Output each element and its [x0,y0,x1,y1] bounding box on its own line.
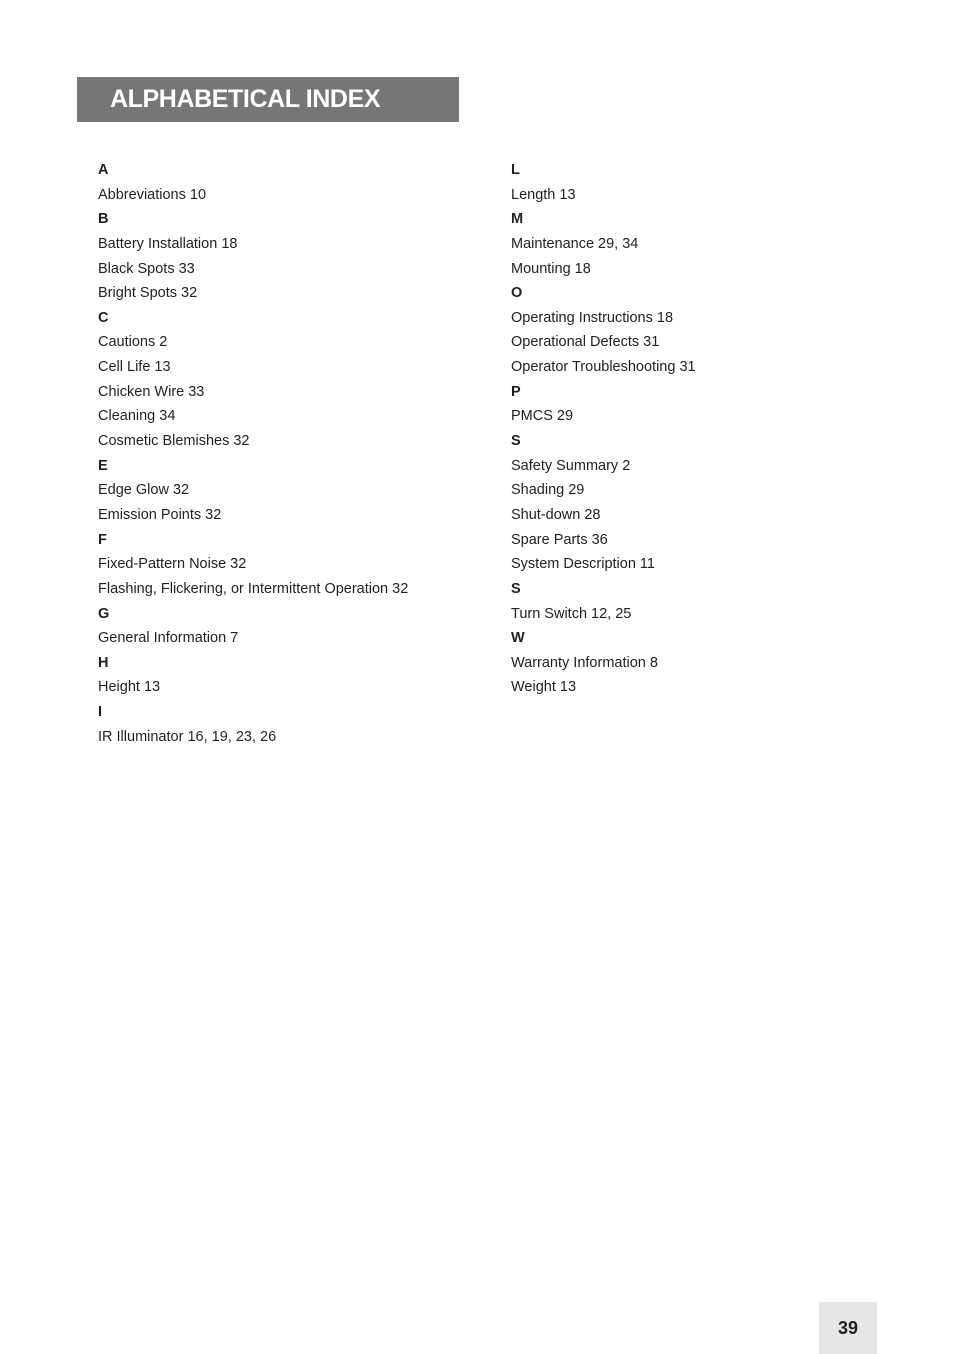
index-letter-heading: E [98,457,108,474]
index-entry: Shading 29 [511,482,585,499]
index-entry: Spare Parts 36 [511,531,608,548]
index-letter-heading: L [511,162,520,178]
page-number: 39 [837,1317,859,1338]
index-entry: Fixed-Pattern Noise 32 [98,556,247,573]
index-column-left [98,158,478,749]
index-letter-heading: O [511,285,523,302]
index-entry: Emission Points 32 [98,506,222,523]
index-entry: Weight 13 [511,679,577,696]
index-letter-heading: S [511,433,521,450]
index-column-right [511,158,891,700]
index-letter-heading: P [511,383,521,400]
index-entry: Shut-down 28 [511,506,601,523]
index-entry: Operational Defects 31 [511,334,660,351]
index-letter-heading: S [511,580,521,597]
index-entry: Height 13 [98,679,161,696]
index-entry: Cosmetic Blemishes 32 [98,433,250,450]
index-entry: Warranty Information 8 [511,654,658,671]
index-letter-heading: G [98,605,110,622]
index-entry: General Information 7 [98,630,239,647]
index-letter-heading: B [98,211,109,228]
index-entry: Cleaning 34 [98,408,176,425]
index-entry: Mounting 18 [511,260,591,277]
index-letter-heading: H [98,654,109,671]
index-entry: Operator Troubleshooting 31 [511,359,696,376]
index-entry: Maintenance 29, 34 [511,235,639,252]
index-entry: Black Spots 33 [98,260,195,277]
index-entry: IR Illuminator 16, 19, 23, 26 [98,728,277,745]
index-entry: Cell Life 13 [98,359,171,376]
index-letter-heading: I [98,704,103,721]
index-letter-heading: M [511,211,524,228]
index-entry: Bright Spots 32 [98,285,198,302]
index-entry: System Description 11 [511,556,655,573]
index-letter-heading: C [98,309,109,326]
index-entry: Length 13 [511,186,576,203]
page-number-box [819,1302,877,1354]
index-entry: Safety Summary 2 [511,457,631,474]
index-letter-heading: A [98,162,109,178]
index-entry: Battery Installation 18 [98,235,238,252]
index-letter-heading: F [98,531,107,548]
index-entry: Cautions 2 [98,334,168,351]
index-letter-heading: W [511,630,525,647]
index-entry: Operating Instructions 18 [511,309,674,326]
title-bar [77,77,459,122]
index-entry: PMCS 29 [511,408,574,425]
page-title: ALPHABETICAL INDEX [110,85,381,113]
index-entry: Flashing, Flickering, or Intermittent Operation 32 [98,580,409,597]
index-entry: Abbreviations 10 [98,186,207,203]
index-entry: Edge Glow 32 [98,482,190,499]
index-entry: Turn Switch 12, 25 [511,605,632,622]
index-entry: Chicken Wire 33 [98,383,205,400]
